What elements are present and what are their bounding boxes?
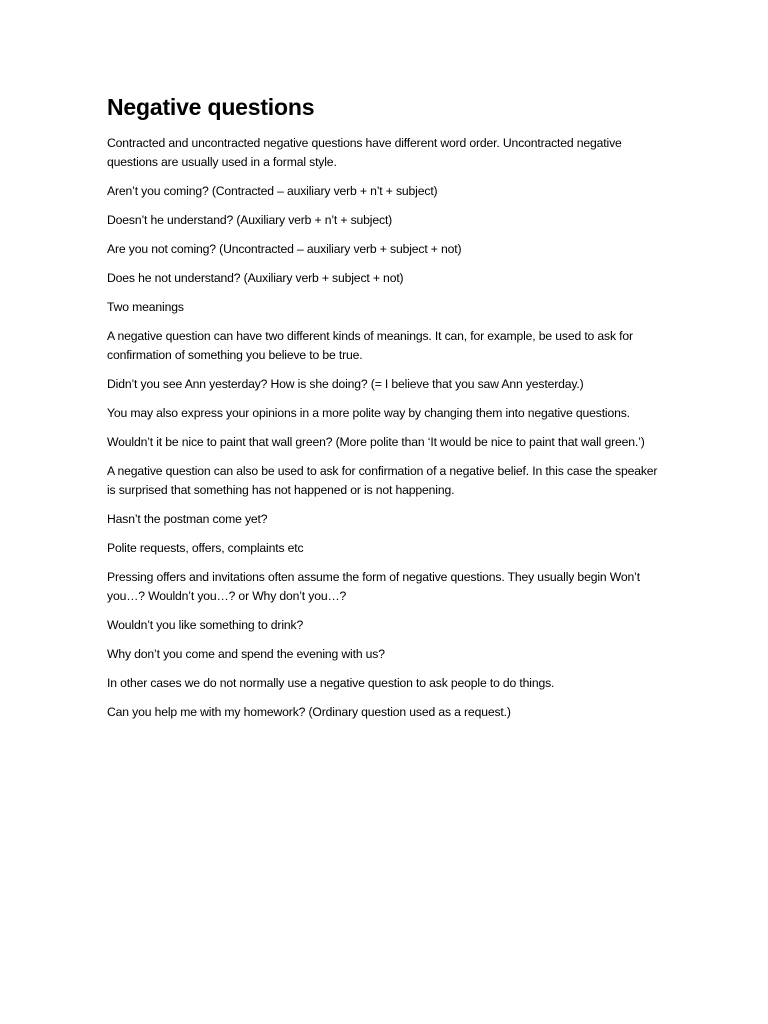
page-title: Negative questions <box>107 94 315 120</box>
example-paint-wall: Wouldn’t it be nice to paint that wall green? (More polite than ‘It would be nice to paint that wall green.’) <box>107 435 645 449</box>
example-homework: Can you help me with my homework? (Ordinary question used as a request.) <box>107 705 511 719</box>
example-something-to-drink: Wouldn’t you like something to drink? <box>107 618 304 632</box>
paragraph-other-cases: In other cases we do not normally use a negative question to ask people to do things. <box>107 676 555 690</box>
example-contracted-understand: Doesn’t he understand? (Auxiliary verb + n’t + subject) <box>107 213 393 227</box>
example-uncontracted-coming: Are you not coming? (Uncontracted – auxiliary verb + subject + not) <box>107 242 462 256</box>
section-heading-polite-requests: Polite requests, offers, complaints etc <box>107 541 304 555</box>
paragraph-polite-opinions: You may also express your opinions in a more polite way by changing them into negative questions. <box>107 406 630 420</box>
intro-paragraph: Contracted and uncontracted negative questions have different word order. Uncontracted negative questions are usually used in a formal style. <box>107 136 622 169</box>
section-heading-two-meanings: Two meanings <box>107 300 184 314</box>
example-contracted-coming: Aren’t you coming? (Contracted – auxiliary verb + n’t + subject) <box>107 184 438 198</box>
example-spend-evening: Why don’t you come and spend the evening with us? <box>107 647 385 661</box>
paragraph-negative-belief: A negative question can also be used to ask for confirmation of a negative belief. In this case the speaker is surprised that something has not happened or is not happening. <box>107 464 658 497</box>
example-ann-yesterday: Didn’t you see Ann yesterday? How is she doing? (= I believe that you saw Ann yesterday.) <box>107 377 584 391</box>
example-uncontracted-understand: Does he not understand? (Auxiliary verb + subject + not) <box>107 271 404 285</box>
paragraph-pressing-offers: Pressing offers and invitations often assume the form of negative questions. They usually begin Won’t you…? Wouldn’t you…? or Why don’t you…? <box>107 570 640 603</box>
paragraph-two-meanings: A negative question can have two different kinds of meanings. It can, for example, be used to ask for confirmation of something you believe to be true. <box>107 329 633 362</box>
document-page <box>107 92 667 732</box>
example-postman: Hasn’t the postman come yet? <box>107 512 268 526</box>
